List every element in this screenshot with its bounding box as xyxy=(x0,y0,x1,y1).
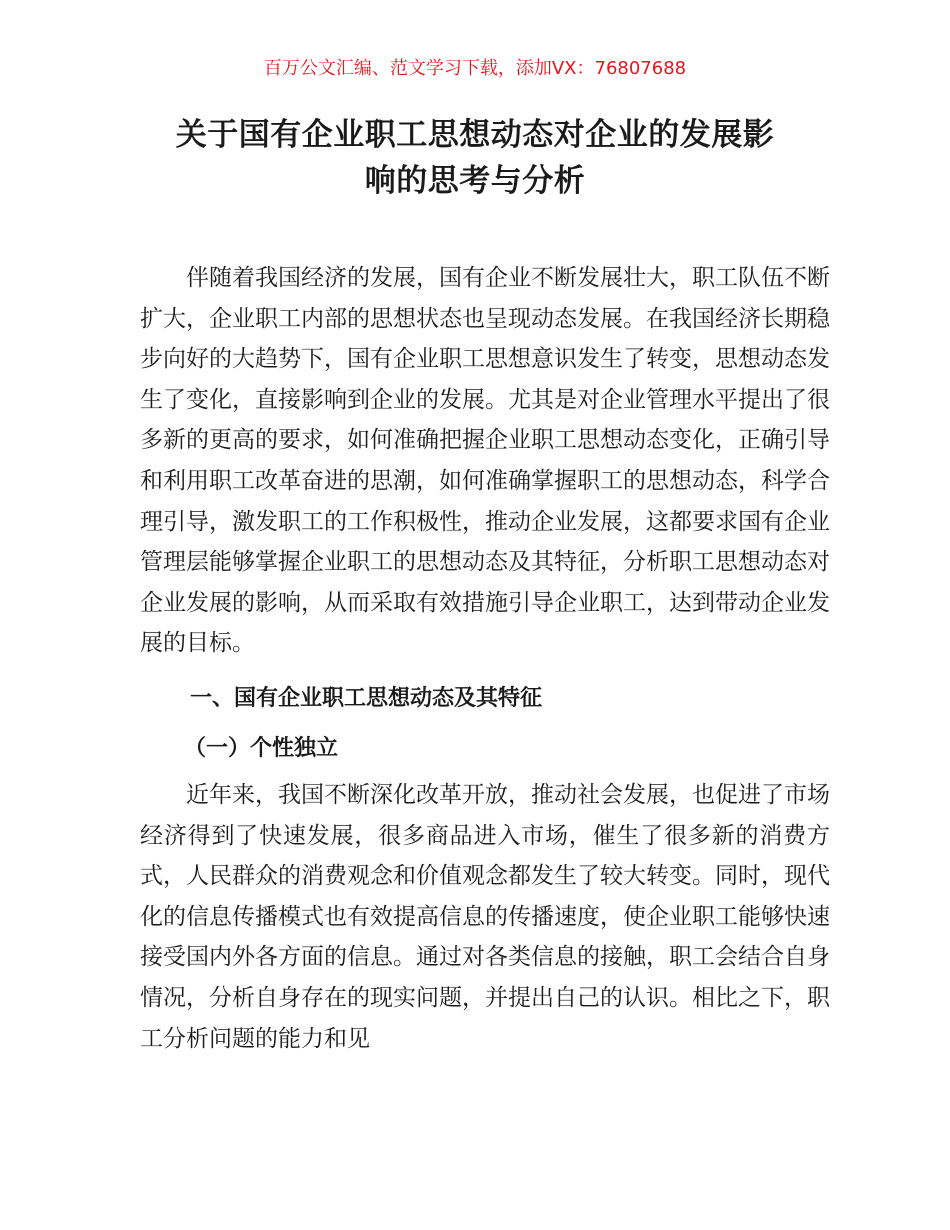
intro-paragraph: 伴随着我国经济的发展，国有企业不断发展壮大，职工队伍不断扩大，企业职工内部的思想状态也呈现动态发展。在我国经济长期稳步向好的大趋势下，国有企业职工思想意识发生了转变，思想动态发生了变化，直接影响到企业的发展。尤其是对企业管理水平提出了很多新的更高的要求，如何准确把握企业职工思想动态变化，正确引导和利用职工改革奋进的思潮，如何准确掌握职工的思想动态，科学合理引导，激发职工的工作积极性，推动企业发展，这都要求国有企业管理层能够掌握企业职工的思想动态及其特征，分析职工思想动态对企业发展的影响，从而采取有效措施引导企业职工，达到带动企业发展的目标。 xyxy=(140,265,830,657)
document-body xyxy=(140,258,830,1059)
subsection-heading: （一）个性独立 xyxy=(184,735,339,761)
section-paragraph: 近年来，我国不断深化改革开放，推动社会发展，也促进了市场经济得到了快速发展，很多商品进入市场，催生了很多新的消费方式，人民群众的消费观念和价值观念都发生了较大转变。同时，现代化的信息传播模式也有效提高信息的传播速度，使企业职工能够快速接受国内外各方面的信息。通过对各类信息的接触，职工会结合自身情况，分析自身存在的现实问题，并提出自己的认识。相比之下，职工分析问题的能力和见 xyxy=(140,781,830,1052)
title-line-2: 响的思考与分析 xyxy=(364,163,586,199)
document-title xyxy=(0,112,950,204)
section-heading: 一、国有企业职工思想动态及其特征 xyxy=(190,685,543,711)
header-watermark-note: 百万公文汇编、范文学习下载，添加VX：76807688 xyxy=(263,58,687,79)
title-line-1: 关于国有企业职工思想动态对企业的发展影 xyxy=(175,117,775,153)
